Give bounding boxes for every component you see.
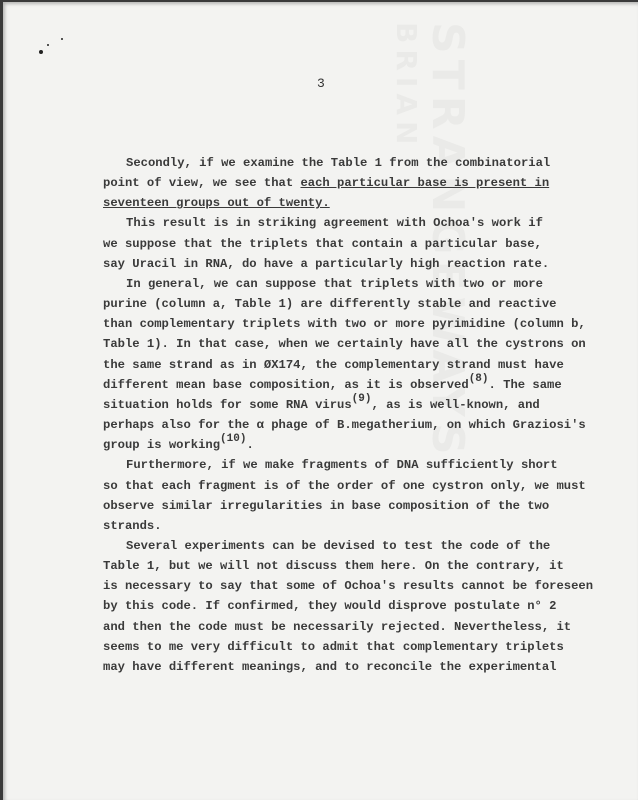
text-line xyxy=(3,657,638,677)
text-segment: This result is in striking agreement with Ochoa's work if xyxy=(126,216,543,231)
text-segment: each particular base is present in xyxy=(300,176,550,191)
text-line xyxy=(3,372,638,395)
text-segment: point of view, we see that xyxy=(103,176,301,191)
text-segment: the same strand as in ØX174, the complementary strand must have xyxy=(103,357,564,372)
body-text xyxy=(3,153,638,677)
text-line xyxy=(3,314,638,334)
text-segment: In general, we can suppose that triplets with two or more xyxy=(126,276,543,291)
text-line xyxy=(3,213,638,233)
watermark xyxy=(390,22,423,150)
document-page xyxy=(3,2,638,800)
text-line xyxy=(3,173,638,193)
reference-number: (9) xyxy=(351,392,372,405)
text-line xyxy=(3,617,638,637)
text-line xyxy=(3,556,638,576)
text-line xyxy=(3,576,638,596)
text-segment: , as is well-known, and xyxy=(371,397,540,412)
text-line xyxy=(3,637,638,657)
text-segment: by this code. If confirmed, they would disprove postulate n° 2 xyxy=(103,599,557,614)
text-segment: than complementary triplets with two or more pyrimidine (column b, xyxy=(103,317,586,332)
text-segment: and then the code must be necessarily rejected. Nevertheless, it xyxy=(103,619,572,634)
page-number: 3 xyxy=(317,76,325,91)
text-segment: seems to me very difficult to admit that complementary triplets xyxy=(103,639,564,654)
text-segment: is necessary to say that some of Ochoa's results cannot be foreseen xyxy=(103,579,594,594)
text-segment: . The same xyxy=(488,377,562,392)
text-line xyxy=(3,193,638,213)
text-segment: observe similar irregularities in base composition of the two xyxy=(103,498,550,513)
text-line xyxy=(3,234,638,254)
text-segment: may have different meanings, and to reconcile the experimental xyxy=(103,659,557,674)
text-line xyxy=(3,476,638,496)
text-segment: Several experiments can be devised to test the code of the xyxy=(126,538,551,553)
text-segment: situation holds for some RNA virus xyxy=(103,397,352,412)
text-line xyxy=(3,294,638,314)
text-segment: different mean base composition, as it is observed xyxy=(103,377,469,392)
text-segment: seventeen groups out of twenty. xyxy=(103,196,330,211)
text-segment: . xyxy=(246,438,254,453)
text-segment: purine (column a, Table 1) are differently stable and reactive xyxy=(103,297,557,312)
text-line xyxy=(3,596,638,616)
text-line xyxy=(3,355,638,375)
text-segment: we suppose that the triplets that contain a particular base, xyxy=(103,236,542,251)
text-segment: Secondly, if we examine the Table 1 from the combinatorial xyxy=(126,156,551,170)
text-segment: Table 1). In that case, when we certainly have all the cystrons on xyxy=(103,337,586,352)
text-segment: say Uracil in RNA, do have a particularly high reaction rate. xyxy=(103,256,550,271)
reference-number: (10) xyxy=(220,433,247,446)
text-line xyxy=(3,496,638,516)
text-line xyxy=(3,274,638,294)
paper-speck xyxy=(47,44,49,46)
text-line xyxy=(3,392,638,415)
text-line xyxy=(3,435,638,455)
text-segment: Furthermore, if we make fragments of DNA sufficiently short xyxy=(126,458,558,473)
text-line xyxy=(3,455,638,475)
text-segment: perhaps also for the α phage of B.megatherium, on which Graziosi's xyxy=(103,418,586,433)
text-segment: strands. xyxy=(103,518,162,533)
text-line xyxy=(3,516,638,536)
text-line xyxy=(3,153,638,173)
text-line xyxy=(3,415,638,435)
text-line xyxy=(3,254,638,274)
text-line xyxy=(3,536,638,556)
reference-number: (8) xyxy=(468,372,489,385)
text-segment: so that each fragment is of the order of one cystron only, we must xyxy=(103,478,586,493)
text-line xyxy=(3,334,638,354)
text-segment: group is working xyxy=(103,438,221,453)
text-segment: Table 1, but we will not discuss them here. On the contrary, it xyxy=(103,559,564,574)
paper-speck xyxy=(39,50,43,54)
paper-speck xyxy=(61,38,63,40)
